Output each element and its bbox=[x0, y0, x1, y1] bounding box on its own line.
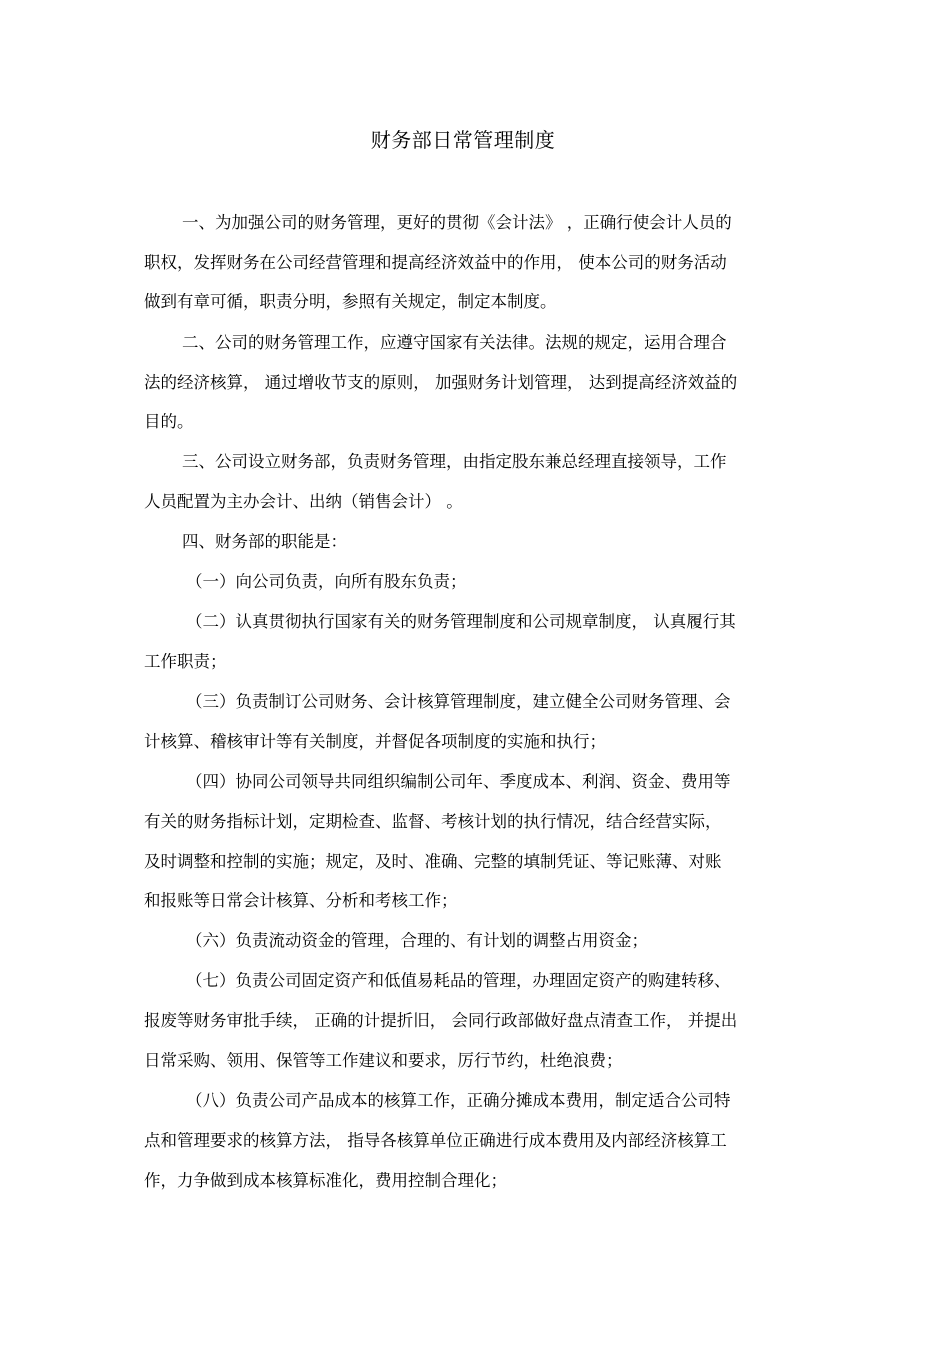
body-line: （七）负责公司固定资产和低值易耗品的管理，办理固定资产的购建转移、 bbox=[186, 971, 731, 990]
body-line: 做到有章可循，职责分明，参照有关规定，制定本制度。 bbox=[144, 292, 557, 311]
body-line: 计核算、稽核审计等有关制度，并督促各项制度的实施和执行； bbox=[144, 732, 606, 751]
body-line: 工作职责； bbox=[144, 652, 227, 671]
body-line: 日常采购、领用、保管等工作建议和要求，厉行节约，杜绝浪费； bbox=[144, 1051, 623, 1070]
body-line: （一）向公司负责，向所有股东负责； bbox=[186, 572, 467, 591]
body-line: （三）负责制订公司财务、会计核算管理制度，建立健全公司财务管理、会 bbox=[186, 692, 731, 711]
body-line: 四、财务部的职能是： bbox=[182, 532, 347, 551]
body-line: （二）认真贯彻执行国家有关的财务管理制度和公司规章制度， 认真履行其 bbox=[186, 612, 736, 631]
body-line: 二、公司的财务管理工作，应遵守国家有关法律。法规的规定，运用合理合 bbox=[182, 333, 727, 352]
body-line: （六）负责流动资金的管理，合理的、有计划的调整占用资金； bbox=[186, 931, 648, 950]
body-line: 人员配置为主办会计、出纳（销售会计） 。 bbox=[144, 492, 463, 511]
body-line: 职权，发挥财务在公司经营管理和提高经济效益中的作用， 使本公司的财务活动 bbox=[144, 253, 727, 272]
body-line: 法的经济核算， 通过增收节支的原则， 加强财务计划管理， 达到提高经济效益的 bbox=[144, 373, 738, 392]
body-line: （八）负责公司产品成本的核算工作，正确分摊成本费用，制定适合公司特 bbox=[186, 1091, 731, 1110]
body-line: 三、公司设立财务部，负责财务管理，由指定股东兼总经理直接领导，工作 bbox=[182, 452, 727, 471]
body-line: 和报账等日常会计核算、分析和考核工作； bbox=[144, 891, 458, 910]
document-title: 财务部日常管理制度 bbox=[370, 128, 556, 152]
body-line: 报废等财务审批手续， 正确的计提折旧， 会同行政部做好盘点清查工作， 并提出 bbox=[144, 1011, 738, 1030]
body-line: 点和管理要求的核算方法， 指导各核算单位正确进行成本费用及内部经济核算工 bbox=[144, 1131, 727, 1150]
body-line: 目的。 bbox=[144, 412, 194, 431]
body-line: （四）协同公司领导共同组织编制公司年、季度成本、利润、资金、费用等 bbox=[186, 772, 731, 791]
body-line: 有关的财务指标计划，定期检查、监督、考核计划的执行情况，结合经营实际， bbox=[144, 812, 722, 831]
body-line: 作，力争做到成本核算标准化，费用控制合理化； bbox=[144, 1171, 507, 1190]
body-line: 及时调整和控制的实施；规定，及时、准确、完整的填制凭证、等记账薄、对账 bbox=[144, 852, 722, 871]
body-line: 一、为加强公司的财务管理，更好的贯彻《会计法》 ，正确行使会计人员的 bbox=[182, 213, 732, 232]
